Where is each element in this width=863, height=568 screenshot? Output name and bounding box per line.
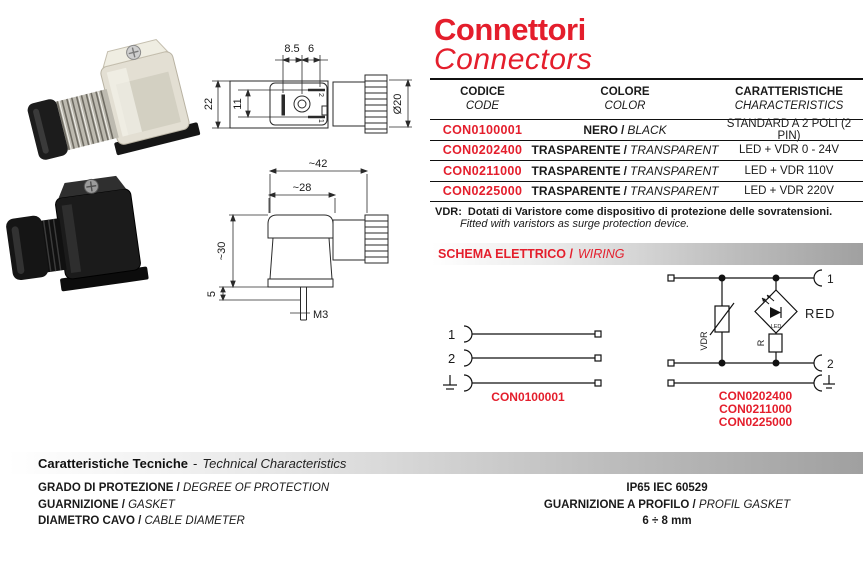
tech-label-en: CABLE DIAMETER <box>144 515 245 527</box>
page-title-english: Connectors <box>434 43 593 76</box>
tech-label-row <box>38 497 329 514</box>
dim-diameter-20: Ø20 <box>392 93 404 115</box>
color-cell <box>531 143 719 158</box>
ground-symbol <box>443 375 457 389</box>
tech-labels-column <box>38 480 329 530</box>
header-characteristics-it: CARATTERISTICHE <box>735 86 843 98</box>
led-wiring-codes <box>690 390 821 429</box>
table-row <box>430 182 863 203</box>
wire-label-1: 1 <box>448 327 456 342</box>
drawing-side-view <box>205 150 420 330</box>
slash-separator: / <box>623 143 628 158</box>
tech-values-column <box>470 480 863 530</box>
dim-42: ~42 <box>308 158 328 170</box>
tech-heading-en: Technical Characteristics <box>202 455 347 471</box>
code-cell: CON0202400 <box>442 143 523 158</box>
tech-label-it: GUARNIZIONE / <box>38 498 125 511</box>
dim-11: 11 <box>232 98 244 110</box>
vdr-note-english: Fitted with varistors as surge protection device. <box>460 218 690 230</box>
led-color-label: RED <box>805 306 836 321</box>
black-connector-illustration <box>1 173 149 298</box>
header-code-en: CODE <box>465 99 500 112</box>
characteristics-cell: LED + VDR 0 - 24V <box>738 144 840 157</box>
tech-value: 6 ÷ 8 mm <box>642 515 692 527</box>
tech-value-row <box>470 513 863 530</box>
table-row <box>430 161 863 182</box>
drawing-front-view <box>205 30 420 145</box>
tech-label-en: DEGREE OF PROTECTION <box>183 482 330 494</box>
vdr-label: VDR <box>699 331 709 351</box>
wire-label-2: 2 <box>827 357 834 371</box>
junction-dot <box>773 275 780 282</box>
tech-value: IP65 IEC 60529 <box>626 482 708 494</box>
color-en: TRANSPARENT <box>630 143 719 158</box>
characteristics-cell: LED + VDR 110V <box>744 164 834 177</box>
wire-label-1: 1 <box>827 272 834 286</box>
dim-28: ~28 <box>292 182 312 194</box>
color-it: TRASPARENTE <box>531 163 621 178</box>
table-header-row <box>430 80 863 120</box>
tech-value-it: GUARNIZIONE A PROFILO / <box>543 498 696 511</box>
side-view-outline <box>268 215 388 320</box>
wiring-heading-en: WIRING <box>577 247 625 261</box>
header-code-it: CODICE <box>460 86 505 98</box>
product-table <box>430 78 863 202</box>
tech-value-row <box>470 497 863 514</box>
dim-6: 6 <box>307 43 315 55</box>
wiring-code: CON0211000 <box>719 402 792 416</box>
standard-wires <box>443 326 601 391</box>
table-row <box>430 141 863 162</box>
code-cell: CON0211000 <box>443 163 522 178</box>
resistor-label: R <box>756 339 766 347</box>
technical-characteristics-bar <box>8 452 863 474</box>
tech-label-row <box>38 480 329 497</box>
wiring-code: CON0225000 <box>718 415 793 429</box>
ground-symbol <box>823 375 835 388</box>
junction-dot <box>773 360 780 367</box>
dim-m3: M3 <box>313 309 329 321</box>
table-row <box>430 117 863 142</box>
transparent-connector-illustration <box>18 35 200 174</box>
slash-separator: / <box>623 184 628 199</box>
front-view-face-details <box>238 90 325 117</box>
header-color <box>535 86 715 113</box>
tech-heading-it: Caratteristiche Tecniche <box>38 455 189 471</box>
wire-label-2: 2 <box>448 351 456 366</box>
photo-black-connector <box>8 165 158 305</box>
page-title-italian: Connettori <box>434 12 586 47</box>
color-cell <box>531 163 719 178</box>
dash-separator: - <box>193 455 198 471</box>
tech-label-en: GASKET <box>128 498 175 511</box>
resistor-symbol <box>769 334 782 352</box>
color-cell <box>531 184 719 199</box>
front-view-outline <box>230 75 387 133</box>
varistor-symbol <box>710 303 734 335</box>
tech-label-it: GRADO DI PROTEZIONE / <box>38 482 180 494</box>
color-en: TRANSPARENT <box>630 163 719 178</box>
led-label: LED <box>770 324 782 330</box>
tech-value-en: PROFIL GASKET <box>698 498 791 511</box>
slash-separator: / <box>623 163 628 178</box>
pin-label-1: 1 <box>317 119 324 123</box>
code-cell: CON0225000 <box>442 184 523 199</box>
junction-dot <box>719 360 726 367</box>
color-it: TRASPARENTE <box>531 184 621 199</box>
wiring-code: CON0202400 <box>718 389 793 403</box>
photo-transparent-connector <box>25 28 200 168</box>
color-it: NERO <box>583 122 618 137</box>
dim-5: 5 <box>206 290 218 298</box>
dim-30: ~30 <box>216 241 228 261</box>
standard-wiring-code: CON0100001 <box>491 390 565 404</box>
header-code <box>430 86 535 113</box>
dim-22: 22 <box>203 97 215 111</box>
vdr-note <box>435 206 863 230</box>
tech-label-it: DIAMETRO CAVO / <box>38 515 142 527</box>
header-characteristics <box>715 86 863 113</box>
header-characteristics-en: CHARACTERISTICS <box>734 99 844 112</box>
color-en: BLACK <box>627 122 667 137</box>
characteristics-cell: LED + VDR 220V <box>744 185 834 198</box>
slash-separator: / <box>620 122 625 137</box>
characteristics-cell: STANDARD A 2 POLI (2 PIN) <box>726 117 852 142</box>
vdr-note-italian: Dotati di Varistore come dispositivo di protezione delle sovratensioni. <box>467 206 833 218</box>
header-color-it: COLORE <box>600 86 650 98</box>
vdr-note-label: VDR: <box>435 206 462 218</box>
pin-label-2: 2 <box>317 93 324 97</box>
tech-label-row <box>38 513 329 530</box>
dim-8-5: 8.5 <box>284 43 300 55</box>
header-color-en: COLOR <box>604 99 646 112</box>
color-en: TRANSPARENT <box>630 184 719 199</box>
tech-value-row <box>470 480 863 497</box>
junction-dot <box>719 275 726 282</box>
led-vdr-wires <box>668 270 835 391</box>
color-cell <box>535 123 715 137</box>
color-it: TRASPARENTE <box>531 143 621 158</box>
code-cell: CON0100001 <box>442 122 523 137</box>
wiring-heading-it: SCHEMA ELETTRICO / <box>438 247 573 261</box>
